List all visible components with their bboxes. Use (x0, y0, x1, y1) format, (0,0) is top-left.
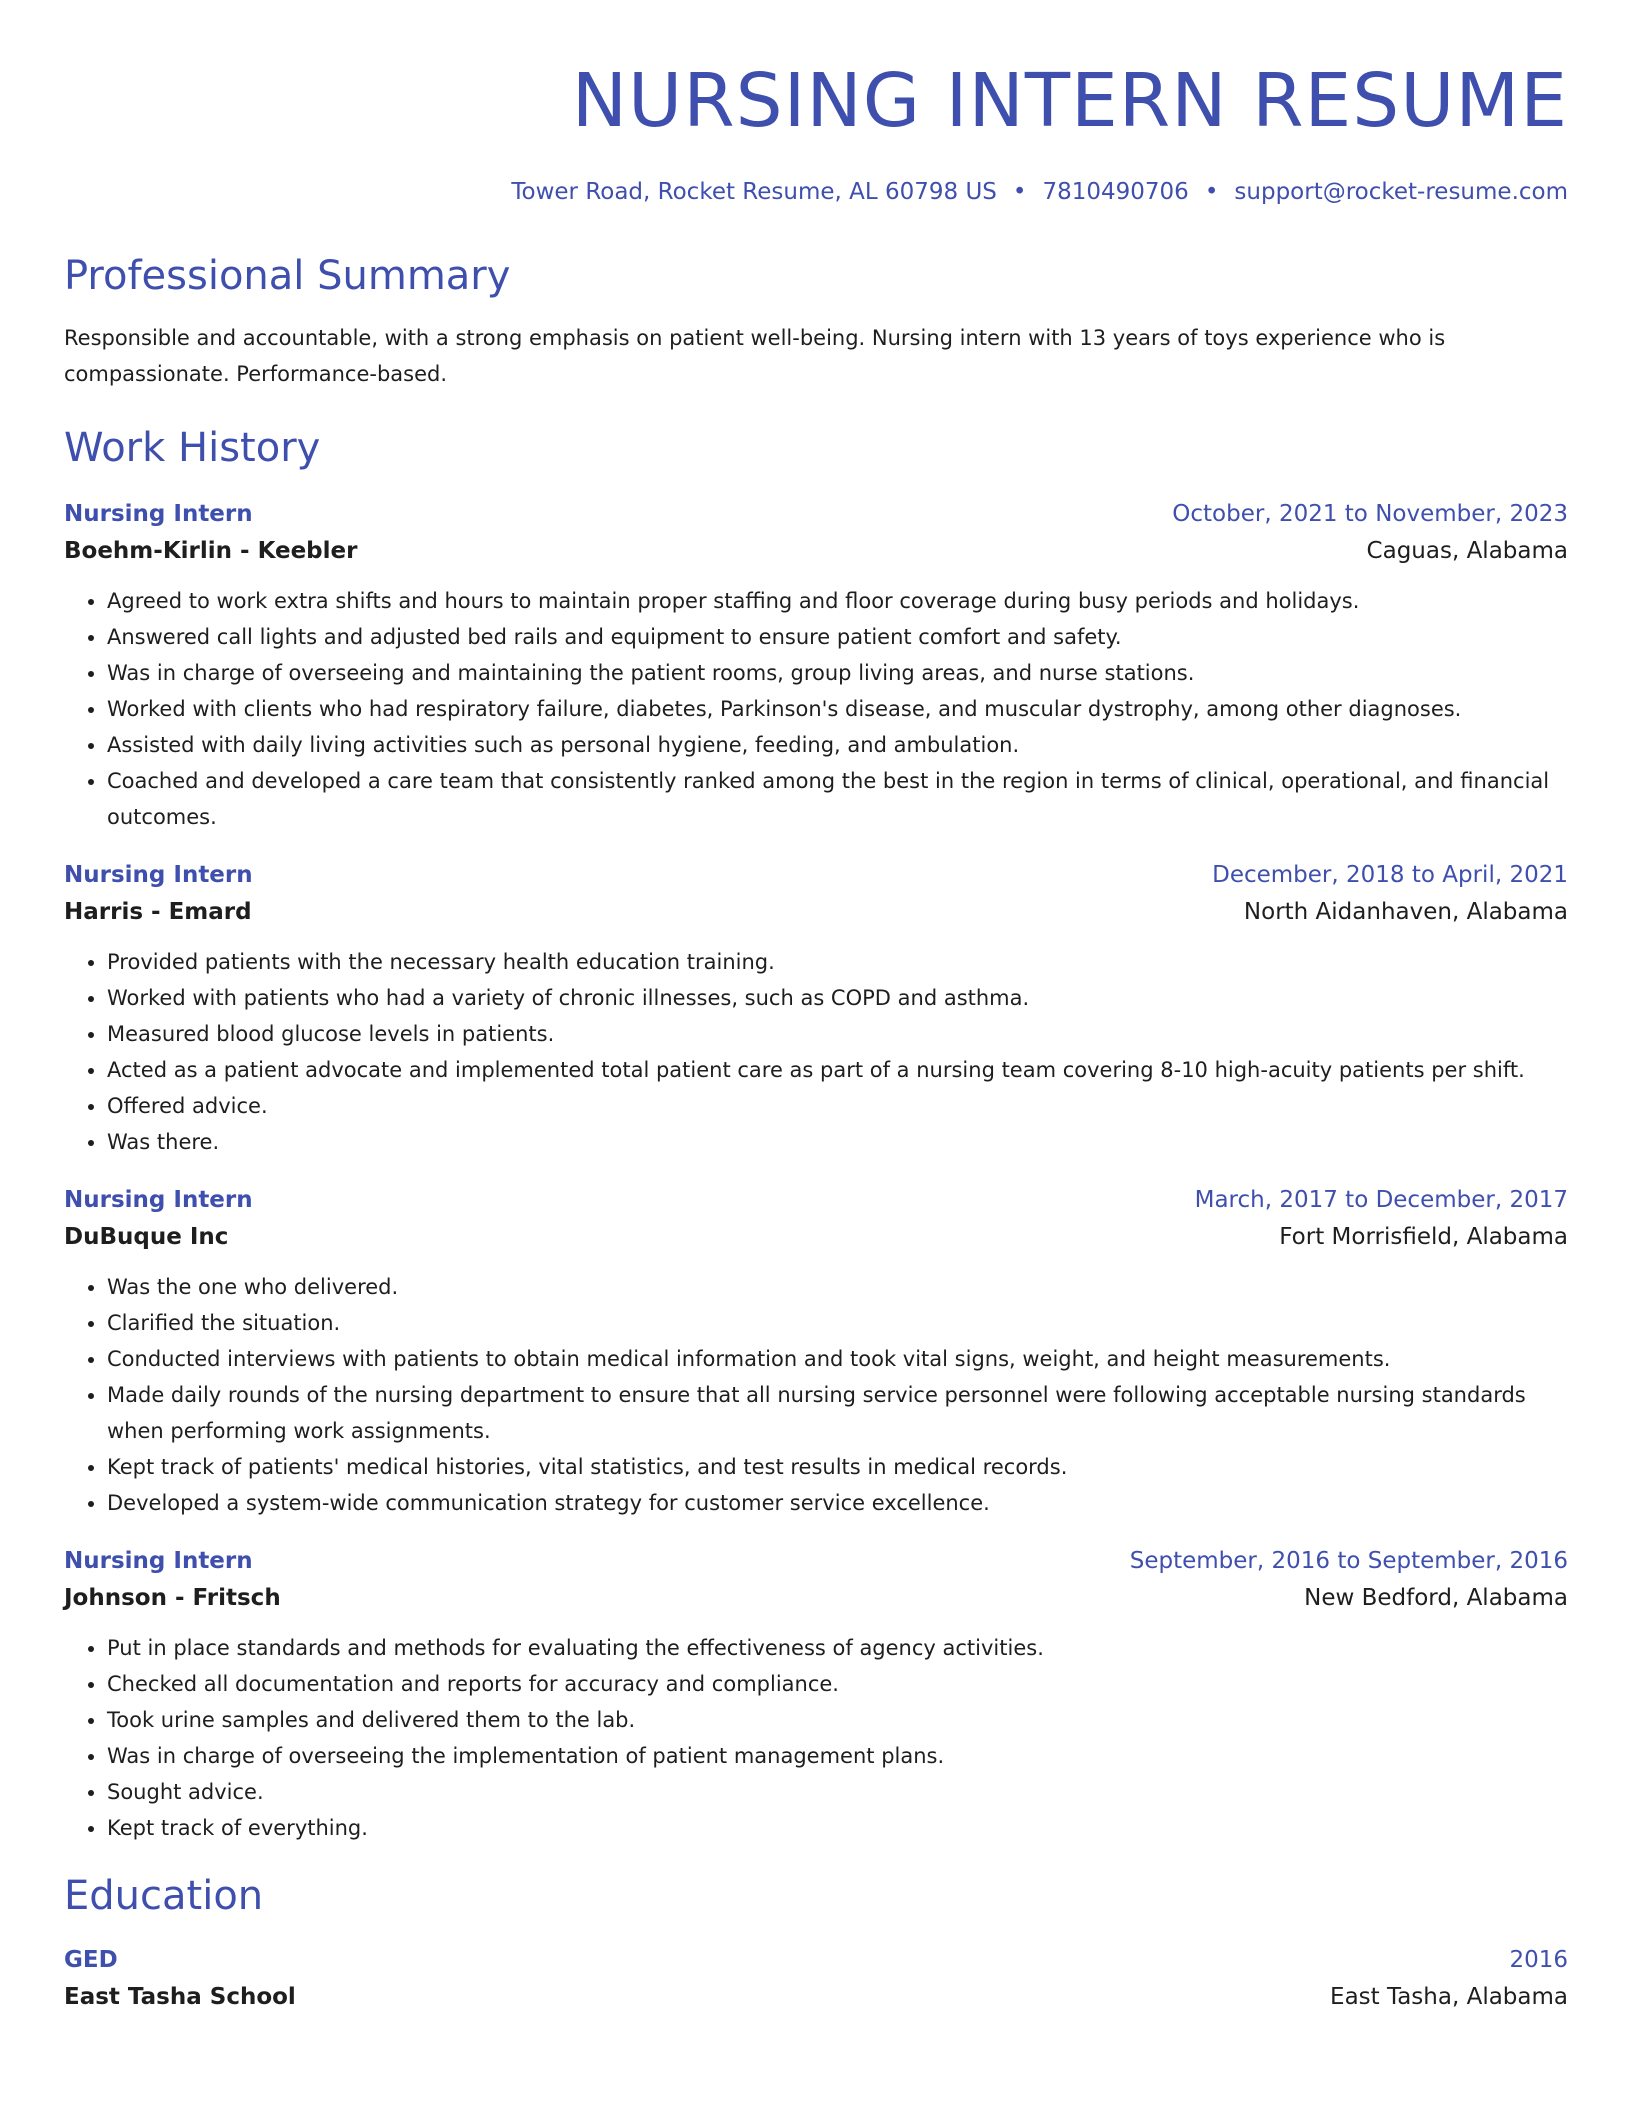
job-bullet: • Agreed to work extra shifts and hours to maintain proper staffing and floor coverage during busy periods and holidays. (107, 583, 1568, 619)
job-bullet: • Measured blood glucose levels in patients. (107, 1016, 1568, 1052)
job-bullets (64, 944, 1568, 1160)
job-location: New Bedford, Alabama (1304, 1585, 1568, 1611)
contact-address: Tower Road, Rocket Resume, AL 60798 US (511, 179, 997, 205)
education-location: East Tasha, Alabama (1330, 1984, 1568, 2010)
job-entry (64, 1182, 1568, 1521)
job-bullet: • Was in charge of overseeing and maintaining the patient rooms, group living areas, and nurse stations. (107, 655, 1568, 691)
education-entry (64, 1942, 1568, 2016)
job-bullet: • Clarified the situation. (107, 1305, 1568, 1341)
education-heading: Education (64, 1873, 264, 1919)
separator-dot: • (1204, 179, 1219, 205)
job-dates: December, 2018 to April, 2021 (1212, 862, 1568, 888)
separator-dot: • (1012, 179, 1027, 205)
job-bullet: • Assisted with daily living activities such as personal hygiene, feeding, and ambulation. (107, 727, 1568, 763)
job-location: North Aidanhaven, Alabama (1243, 899, 1568, 925)
job-bullet: • Developed a system-wide communication strategy for customer service excellence. (107, 1485, 1568, 1521)
resume-title: NURSING INTERN RESUME (571, 58, 1568, 144)
job-bullets (64, 1269, 1568, 1521)
education-degree: GED (64, 1947, 118, 1973)
job-bullet: • Worked with clients who had respiratory failure, diabetes, Parkinson's disease, and muscular dystrophy, among other diagnoses. (107, 691, 1568, 727)
job-bullet: • Offered advice. (107, 1088, 1568, 1124)
job-entry (64, 496, 1568, 835)
job-dates: March, 2017 to December, 2017 (1194, 1187, 1568, 1213)
job-bullet: • Acted as a patient advocate and implemented total patient care as part of a nursing team covering 8-10 high-acuity patients per shift. (107, 1052, 1568, 1088)
job-bullet: • Answered call lights and adjusted bed rails and equipment to ensure patient comfort and safety. (107, 619, 1568, 655)
job-bullet: • Checked all documentation and reports for accuracy and compliance. (107, 1666, 1568, 1702)
work-history-heading: Work History (64, 425, 321, 471)
summary-heading: Professional Summary (64, 253, 511, 299)
job-bullet: • Kept track of everything. (107, 1810, 1568, 1846)
job-bullet: • Was in charge of overseeing the implementation of patient management plans. (107, 1738, 1568, 1774)
resume-header (64, 56, 1568, 208)
job-employer: DuBuque Inc (64, 1224, 229, 1250)
job-bullet: • Put in place standards and methods for evaluating the effectiveness of agency activities. (107, 1630, 1568, 1666)
job-employer: Boehm-Kirlin - Keebler (64, 538, 358, 564)
job-bullet: • Was there. (107, 1124, 1568, 1160)
job-bullet: • Kept track of patients' medical histories, vital statistics, and test results in medical records. (107, 1449, 1568, 1485)
job-bullet: • Sought advice. (107, 1774, 1568, 1810)
job-title: Nursing Intern (64, 1548, 253, 1574)
contact-phone: 7810490706 (1042, 179, 1189, 205)
job-bullet: • Conducted interviews with patients to obtain medical information and took vital signs, weight, and height measurements. (107, 1341, 1568, 1377)
summary-text: Responsible and accountable, with a strong emphasis on patient well-being. Nursing intern with 13 years of toys experience who is compassionate. Performance-based. (64, 326, 1446, 386)
job-entry (64, 857, 1568, 1160)
job-bullets (64, 583, 1568, 835)
contact-email: support@rocket-resume.com (1234, 179, 1568, 205)
job-bullet: • Provided patients with the necessary health education training. (107, 944, 1568, 980)
job-bullet: • Worked with patients who had a variety of chronic illnesses, such as COPD and asthma. (107, 980, 1568, 1016)
job-bullet: • Made daily rounds of the nursing department to ensure that all nursing service personnel were following acceptable nursing standards when performing work assignments. (107, 1377, 1568, 1449)
job-entry (64, 1543, 1568, 1846)
contact-line (64, 176, 1568, 208)
job-bullet: • Coached and developed a care team that consistently ranked among the best in the region in terms of clinical, operational, and financial outcomes. (107, 763, 1568, 835)
job-employer: Johnson - Fritsch (64, 1585, 281, 1611)
job-employer: Harris - Emard (64, 899, 252, 925)
job-location: Caguas, Alabama (1366, 538, 1568, 564)
job-title: Nursing Intern (64, 501, 253, 527)
job-dates: October, 2021 to November, 2023 (1172, 501, 1568, 527)
job-title: Nursing Intern (64, 862, 253, 888)
job-bullet: • Was the one who delivered. (107, 1269, 1568, 1305)
job-dates: September, 2016 to September, 2016 (1129, 1548, 1568, 1574)
job-bullets (64, 1630, 1568, 1846)
education-year: 2016 (1509, 1947, 1568, 1973)
job-bullet: • Took urine samples and delivered them to the lab. (107, 1702, 1568, 1738)
job-title: Nursing Intern (64, 1187, 253, 1213)
job-location: Fort Morrisfield, Alabama (1279, 1224, 1568, 1250)
education-school: East Tasha School (64, 1984, 296, 2010)
